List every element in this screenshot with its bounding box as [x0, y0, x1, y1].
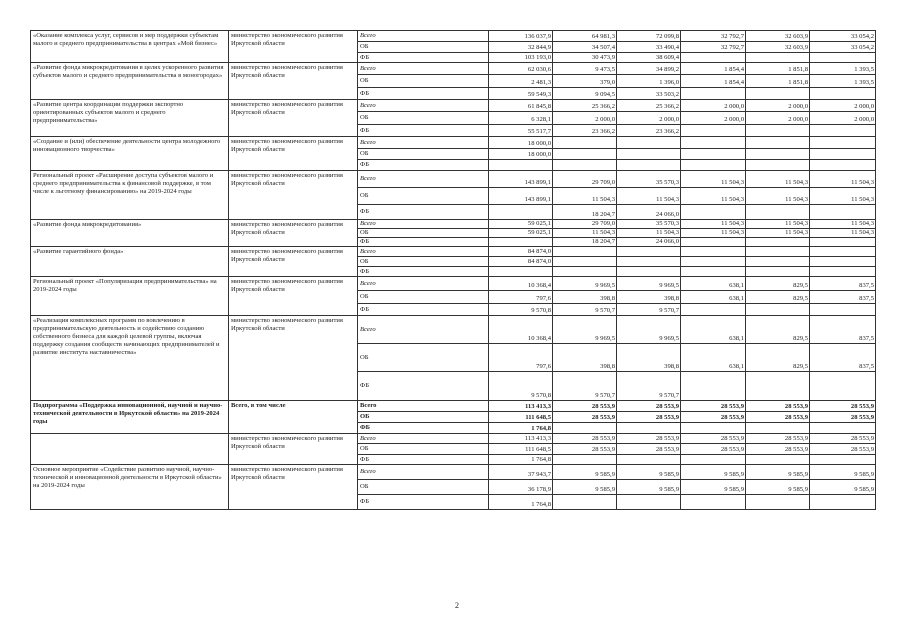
table-row [31, 465, 876, 480]
funding-source-cell: Всего [358, 137, 489, 149]
amount-cell: 34 507,4 [553, 42, 617, 53]
program-name-cell: Региональный проект «Популяризация предпринимательства» на 2019-2024 годы [31, 277, 229, 316]
amount-cell: 1 764,8 [489, 423, 553, 434]
amount-cell: 2 000,0 [553, 112, 617, 125]
amount-cell: 11 504,3 [553, 229, 617, 238]
funding-source-cell: ФБ [358, 267, 489, 277]
amount-cell: 9 969,5 [617, 277, 681, 291]
amount-cell [746, 160, 810, 171]
funding-source-cell: ФБ [358, 238, 489, 247]
funding-source-cell: ФБ [358, 455, 489, 465]
amount-cell: 837,5 [810, 316, 876, 344]
amount-cell: 28 553,9 [746, 401, 810, 412]
amount-cell: 33 503,2 [617, 88, 681, 100]
amount-cell [681, 247, 746, 257]
funding-source-cell: Всего [358, 316, 489, 344]
responsible-executor-cell: министерство экономического развития Иркутской области [229, 434, 358, 465]
table-row [31, 277, 876, 291]
amount-cell: 9 585,9 [746, 465, 810, 480]
program-name-cell: «Развитие фонда микрокредитования» [31, 220, 229, 247]
table-row [31, 63, 876, 75]
amount-cell: 11 504,3 [810, 171, 876, 188]
amount-cell: 59 549,3 [489, 88, 553, 100]
amount-cell: 28 553,9 [553, 444, 617, 455]
amount-cell: 28 553,9 [746, 434, 810, 444]
responsible-executor-cell: министерство экономического развития Иркутской области [229, 100, 358, 137]
amount-cell [681, 160, 746, 171]
amount-cell [681, 88, 746, 100]
amount-cell: 9 585,9 [681, 465, 746, 480]
responsible-executor-cell: министерство экономического развития Иркутской области [229, 220, 358, 247]
amount-cell: 23 366,2 [553, 125, 617, 137]
amount-cell [810, 495, 876, 510]
amount-cell [617, 149, 681, 160]
program-name-cell: Основное мероприятие «Содействие развитию научной, научно-технической и инновационной деятельности в Иркутской области» на 2019-2024 годы [31, 465, 229, 510]
amount-cell: 33 490,4 [617, 42, 681, 53]
amount-cell [810, 267, 876, 277]
amount-cell: 136 037,9 [489, 31, 553, 42]
amount-cell: 36 178,9 [489, 480, 553, 495]
amount-cell: 9 570,7 [617, 304, 681, 316]
amount-cell [746, 372, 810, 401]
funding-source-cell: Всего [358, 100, 489, 112]
amount-cell: 25 366,2 [617, 100, 681, 112]
amount-cell [746, 247, 810, 257]
amount-cell: 11 504,3 [617, 229, 681, 238]
amount-cell: 9 585,9 [553, 480, 617, 495]
amount-cell: 11 504,3 [746, 220, 810, 229]
amount-cell [810, 257, 876, 267]
amount-cell: 9 969,5 [553, 277, 617, 291]
amount-cell [746, 238, 810, 247]
amount-cell: 2 000,0 [810, 100, 876, 112]
amount-cell: 28 553,9 [617, 434, 681, 444]
funding-source-cell: ОБ [358, 257, 489, 267]
table-row [31, 171, 876, 188]
amount-cell [553, 137, 617, 149]
table-row [31, 247, 876, 257]
amount-cell: 72 099,8 [617, 31, 681, 42]
amount-cell: 837,5 [810, 291, 876, 304]
amount-cell [553, 160, 617, 171]
table-row [31, 100, 876, 112]
amount-cell [681, 53, 746, 63]
amount-cell: 398,8 [553, 344, 617, 372]
amount-cell: 24 066,0 [617, 238, 681, 247]
responsible-executor-cell: министерство экономического развития Иркутской области [229, 465, 358, 510]
amount-cell: 103 193,0 [489, 53, 553, 63]
amount-cell: 11 504,3 [746, 229, 810, 238]
amount-cell: 28 553,9 [553, 434, 617, 444]
program-name-cell: «Развитие гарантийного фонда» [31, 247, 229, 277]
responsible-executor-cell: министерство экономического развития Иркутской области [229, 137, 358, 171]
funding-source-cell: Всего [358, 277, 489, 291]
amount-cell [553, 149, 617, 160]
amount-cell: 32 792,7 [681, 31, 746, 42]
amount-cell: 28 553,9 [681, 401, 746, 412]
funding-source-cell: ФБ [358, 125, 489, 137]
funding-source-cell: ОБ [358, 42, 489, 53]
table-row [31, 220, 876, 229]
amount-cell [681, 257, 746, 267]
funding-source-cell: Всего [358, 401, 489, 412]
amount-cell: 28 553,9 [810, 444, 876, 455]
amount-cell: 9 570,8 [489, 372, 553, 401]
amount-cell: 638,1 [681, 291, 746, 304]
amount-cell [681, 125, 746, 137]
amount-cell: 11 504,3 [681, 188, 746, 205]
amount-cell [810, 205, 876, 220]
amount-cell [681, 205, 746, 220]
amount-cell: 9 570,7 [617, 372, 681, 401]
amount-cell: 30 473,9 [553, 53, 617, 63]
page-number: 2 [455, 601, 459, 610]
amount-cell: 797,6 [489, 291, 553, 304]
budget-table-body [31, 31, 876, 510]
amount-cell: 9 585,9 [746, 480, 810, 495]
amount-cell: 28 553,9 [810, 434, 876, 444]
funding-source-cell: ФБ [358, 53, 489, 63]
amount-cell [617, 455, 681, 465]
program-name-cell: «Оказание комплекса услуг, сервисов и мер поддержки субъектам малого и среднего предпринимательства в центрах «Мой бизнес» [31, 31, 229, 63]
amount-cell: 38 609,4 [617, 53, 681, 63]
amount-cell: 6 328,1 [489, 112, 553, 125]
amount-cell: 9 585,9 [617, 465, 681, 480]
program-name-cell: «Развитие фонда микрокредитования в целях ускоренного развития субъектов малого и среднего предпринимательства в моногородах» [31, 63, 229, 100]
amount-cell: 28 553,9 [553, 412, 617, 423]
amount-cell: 28 553,9 [746, 412, 810, 423]
amount-cell: 113 413,3 [489, 434, 553, 444]
amount-cell: 2 000,0 [746, 112, 810, 125]
amount-cell: 28 553,9 [553, 401, 617, 412]
amount-cell: 1 854,4 [681, 63, 746, 75]
funding-source-cell: ОБ [358, 75, 489, 88]
funding-source-cell: Всего [358, 465, 489, 480]
funding-source-cell: ОБ [358, 112, 489, 125]
amount-cell: 32 792,7 [681, 42, 746, 53]
responsible-executor-cell: министерство экономического развития Иркутской области [229, 247, 358, 277]
amount-cell: 18 204,7 [553, 238, 617, 247]
amount-cell: 32 603,9 [746, 42, 810, 53]
amount-cell: 2 000,0 [746, 100, 810, 112]
amount-cell: 379,0 [553, 75, 617, 88]
amount-cell [810, 88, 876, 100]
budget-table [30, 30, 876, 510]
amount-cell [810, 423, 876, 434]
amount-cell: 35 570,3 [617, 171, 681, 188]
funding-source-cell: Всего [358, 220, 489, 229]
responsible-executor-cell: министерство экономического развития Иркутской области [229, 277, 358, 316]
program-name-cell [31, 434, 229, 465]
funding-source-cell: ФБ [358, 372, 489, 401]
amount-cell: 11 504,3 [746, 188, 810, 205]
amount-cell: 1 851,8 [746, 75, 810, 88]
amount-cell [681, 137, 746, 149]
amount-cell [681, 238, 746, 247]
amount-cell: 64 981,3 [553, 31, 617, 42]
amount-cell: 9 570,7 [553, 372, 617, 401]
amount-cell [553, 247, 617, 257]
funding-source-cell: ОБ [358, 444, 489, 455]
funding-source-cell: ФБ [358, 495, 489, 510]
amount-cell: 32 844,9 [489, 42, 553, 53]
amount-cell: 25 366,2 [553, 100, 617, 112]
funding-source-cell: Всего [358, 171, 489, 188]
amount-cell: 9 473,5 [553, 63, 617, 75]
amount-cell: 84 874,0 [489, 257, 553, 267]
funding-source-cell: ФБ [358, 88, 489, 100]
amount-cell: 28 553,9 [617, 412, 681, 423]
amount-cell: 10 368,4 [489, 316, 553, 344]
amount-cell: 1 764,8 [489, 495, 553, 510]
amount-cell: 113 413,3 [489, 401, 553, 412]
amount-cell: 398,8 [617, 344, 681, 372]
amount-cell: 1 393,5 [810, 75, 876, 88]
amount-cell: 11 504,3 [681, 229, 746, 238]
table-row [31, 31, 876, 42]
amount-cell: 837,5 [810, 277, 876, 291]
funding-source-cell: Всего [358, 247, 489, 257]
amount-cell [810, 304, 876, 316]
amount-cell [746, 149, 810, 160]
amount-cell [489, 238, 553, 247]
amount-cell [746, 205, 810, 220]
amount-cell [553, 257, 617, 267]
amount-cell [810, 137, 876, 149]
amount-cell: 829,5 [746, 291, 810, 304]
funding-source-cell: ОБ [358, 188, 489, 205]
amount-cell [681, 304, 746, 316]
amount-cell [617, 137, 681, 149]
funding-source-cell: ОБ [358, 291, 489, 304]
amount-cell: 797,6 [489, 344, 553, 372]
funding-source-cell: ОБ [358, 480, 489, 495]
funding-source-cell: Всего [358, 63, 489, 75]
amount-cell: 59 025,1 [489, 229, 553, 238]
amount-cell: 2 000,0 [681, 100, 746, 112]
amount-cell: 638,1 [681, 316, 746, 344]
amount-cell: 34 899,2 [617, 63, 681, 75]
amount-cell: 9 570,8 [489, 304, 553, 316]
amount-cell [746, 53, 810, 63]
amount-cell: 9 570,7 [553, 304, 617, 316]
amount-cell: 9 585,9 [617, 480, 681, 495]
amount-cell: 11 504,3 [553, 188, 617, 205]
amount-cell [489, 267, 553, 277]
responsible-executor-cell: министерство экономического развития Иркутской области [229, 63, 358, 100]
amount-cell: 18 204,7 [553, 205, 617, 220]
funding-source-cell: ОБ [358, 412, 489, 423]
amount-cell: 28 553,9 [617, 401, 681, 412]
amount-cell [617, 495, 681, 510]
amount-cell: 9 585,9 [810, 480, 876, 495]
amount-cell [617, 423, 681, 434]
amount-cell: 398,8 [617, 291, 681, 304]
amount-cell: 28 553,9 [681, 434, 746, 444]
amount-cell [681, 267, 746, 277]
amount-cell: 28 553,9 [810, 412, 876, 423]
amount-cell [553, 423, 617, 434]
amount-cell: 638,1 [681, 344, 746, 372]
amount-cell [489, 205, 553, 220]
amount-cell [553, 267, 617, 277]
amount-cell [617, 247, 681, 257]
amount-cell [681, 423, 746, 434]
amount-cell [746, 423, 810, 434]
amount-cell: 9 094,5 [553, 88, 617, 100]
amount-cell: 28 553,9 [810, 401, 876, 412]
funding-source-cell: ФБ [358, 160, 489, 171]
amount-cell: 11 504,3 [681, 220, 746, 229]
amount-cell: 9 585,9 [681, 480, 746, 495]
program-name-cell: Региональный проект «Расширение доступа субъектов малого и среднего предпринимательства к финансовой поддержке, в том числе к льготному финансированию» на 2019-2024 годы [31, 171, 229, 220]
amount-cell: 9 585,9 [553, 465, 617, 480]
amount-cell: 638,1 [681, 277, 746, 291]
amount-cell [746, 88, 810, 100]
amount-cell: 11 504,3 [810, 220, 876, 229]
funding-source-cell: Всего [358, 31, 489, 42]
amount-cell [681, 495, 746, 510]
amount-cell: 111 648,5 [489, 412, 553, 423]
amount-cell: 11 504,3 [810, 188, 876, 205]
amount-cell: 1 764,8 [489, 455, 553, 465]
amount-cell [810, 247, 876, 257]
amount-cell [746, 125, 810, 137]
amount-cell [810, 149, 876, 160]
amount-cell [617, 267, 681, 277]
amount-cell: 28 553,9 [746, 444, 810, 455]
amount-cell: 62 030,6 [489, 63, 553, 75]
amount-cell: 55 517,7 [489, 125, 553, 137]
amount-cell [489, 160, 553, 171]
amount-cell [746, 304, 810, 316]
responsible-executor-cell: министерство экономического развития Иркутской области [229, 31, 358, 63]
amount-cell [746, 455, 810, 465]
amount-cell [810, 160, 876, 171]
amount-cell: 829,5 [746, 277, 810, 291]
amount-cell [810, 455, 876, 465]
table-row [31, 401, 876, 412]
amount-cell: 32 603,9 [746, 31, 810, 42]
amount-cell [553, 455, 617, 465]
amount-cell: 29 709,0 [553, 171, 617, 188]
amount-cell [810, 53, 876, 63]
program-name-cell: «Реализация комплексных программ по вовлечению в предпринимательскую деятельность и содействию созданию собственного бизнеса для каждой целевой группы, включая поддержку создания сообществ начинающих предпринимателей и развитие института наставничества» [31, 316, 229, 401]
amount-cell: 1 851,8 [746, 63, 810, 75]
table-row [31, 434, 876, 444]
amount-cell: 1 854,4 [681, 75, 746, 88]
amount-cell: 18 000,0 [489, 149, 553, 160]
program-name-cell: «Развитие центра координации поддержки экспортно ориентированных субъектов малого и среднего предпринимательства» [31, 100, 229, 137]
amount-cell: 9 969,5 [553, 316, 617, 344]
amount-cell: 59 025,1 [489, 220, 553, 229]
amount-cell: 1 393,5 [810, 63, 876, 75]
funding-source-cell: ФБ [358, 423, 489, 434]
amount-cell: 11 504,3 [681, 171, 746, 188]
amount-cell [746, 267, 810, 277]
amount-cell: 37 943,7 [489, 465, 553, 480]
responsible-executor-cell: Всего, в том числе [229, 401, 358, 434]
amount-cell: 28 553,9 [681, 412, 746, 423]
responsible-executor-cell: министерство экономического развития Иркутской области [229, 316, 358, 401]
amount-cell [681, 372, 746, 401]
amount-cell: 11 504,3 [617, 188, 681, 205]
amount-cell: 2 000,0 [681, 112, 746, 125]
table-row [31, 316, 876, 344]
funding-source-cell: ОБ [358, 229, 489, 238]
amount-cell [746, 495, 810, 510]
amount-cell [810, 238, 876, 247]
amount-cell [617, 257, 681, 267]
amount-cell [810, 125, 876, 137]
funding-source-cell: ОБ [358, 149, 489, 160]
amount-cell: 2 481,3 [489, 75, 553, 88]
amount-cell: 143 899,1 [489, 171, 553, 188]
amount-cell: 2 000,0 [810, 112, 876, 125]
amount-cell [681, 149, 746, 160]
amount-cell: 23 366,2 [617, 125, 681, 137]
amount-cell [746, 257, 810, 267]
funding-source-cell: ФБ [358, 304, 489, 316]
amount-cell: 29 709,0 [553, 220, 617, 229]
amount-cell [553, 495, 617, 510]
amount-cell: 829,5 [746, 316, 810, 344]
funding-source-cell: ОБ [358, 344, 489, 372]
amount-cell [810, 372, 876, 401]
amount-cell: 33 054,2 [810, 31, 876, 42]
amount-cell: 28 553,9 [681, 444, 746, 455]
program-name-cell: Подпрограмма «Поддержка инновационной, научной и научно-технической деятельности в Иркутской области» на 2019-2024 годы [31, 401, 229, 434]
amount-cell [681, 455, 746, 465]
table-row [31, 137, 876, 149]
amount-cell: 111 648,5 [489, 444, 553, 455]
amount-cell: 9 969,5 [617, 316, 681, 344]
amount-cell [617, 160, 681, 171]
funding-source-cell: Всего [358, 434, 489, 444]
program-name-cell: «Создание и (или) обеспечение деятельности центра молодежного инновационного творчества» [31, 137, 229, 171]
funding-source-cell: ФБ [358, 205, 489, 220]
amount-cell: 84 874,0 [489, 247, 553, 257]
amount-cell [746, 137, 810, 149]
amount-cell: 33 054,2 [810, 42, 876, 53]
amount-cell: 837,5 [810, 344, 876, 372]
amount-cell: 61 845,8 [489, 100, 553, 112]
amount-cell: 24 066,0 [617, 205, 681, 220]
amount-cell: 28 553,9 [617, 444, 681, 455]
amount-cell: 143 899,1 [489, 188, 553, 205]
amount-cell: 11 504,3 [746, 171, 810, 188]
responsible-executor-cell: министерство экономического развития Иркутской области [229, 171, 358, 220]
amount-cell: 2 000,0 [617, 112, 681, 125]
amount-cell: 1 396,0 [617, 75, 681, 88]
amount-cell: 18 000,0 [489, 137, 553, 149]
amount-cell: 9 585,9 [810, 465, 876, 480]
amount-cell: 35 570,3 [617, 220, 681, 229]
amount-cell: 11 504,3 [810, 229, 876, 238]
amount-cell: 829,5 [746, 344, 810, 372]
amount-cell: 10 368,4 [489, 277, 553, 291]
amount-cell: 398,8 [553, 291, 617, 304]
